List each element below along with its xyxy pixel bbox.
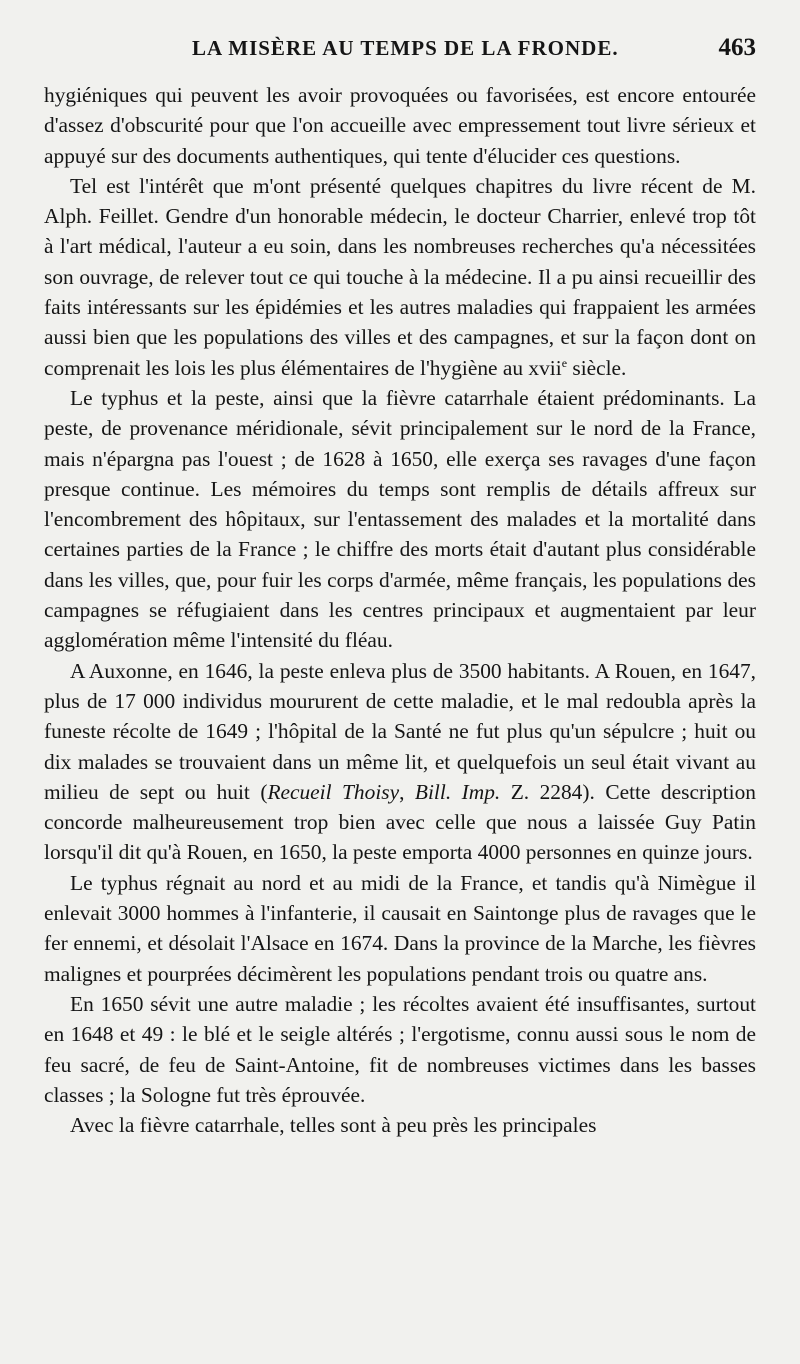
century-numeral: xvii xyxy=(528,355,562,380)
citation-recueil-thoisy: Recueil Thoisy xyxy=(267,779,400,804)
paragraph-auxonne-rouen xyxy=(44,656,756,868)
paragraph-typhus-nord-midi: Le typhus régnait au nord et au midi de la France, et tandis qu'à Nimègue il enlevait 3000 hommes à l'infanterie, il causait en Saintonge plus de ravages que le fer ennemi, et désolait l'Alsace en 1674. Dans la province de la Marche, les fièvres malignes et pourprées décimèrent les populations pendant trois ou quatre ans. xyxy=(44,870,756,986)
paragraph-feillet-text: Tel est l'intérêt que m'ont présenté quelques chapitres du livre récent de M. Alph. Feillet. Gendre d'un honorable médecin, le docteur Charrier, enlevé trop tôt à l'art médical, l'auteur a eu soin, dans les nombreuses recherches qu'a nécessitées son ouvrage, de relever tout ce qui touche à la médecine. Il a pu ainsi recueillir des faits intéressants sur les épidémies et les autres maladies qui frappaient les armées aussi bien que les populations des villes et des campagnes, et sur la façon dont on comprenait les lois les plus élémentaires de l'hygiène au xyxy=(44,173,756,380)
citation-bibl-imp: Bill. Imp. xyxy=(414,779,501,804)
paragraph-ergotisme: En 1650 sévit une autre maladie ; les récoltes avaient été insuffisantes, surtout en 1648 et 49 : le blé et le seigle altérés ; l'ergotisme, connu aussi sous le nom de feu sacré, de feu de Saint-Antoine, fit de nombreuses victimes dans les basses classes ; la Sologne fut très éprouvée. xyxy=(44,991,756,1107)
paragraph-feillet-end: siècle. xyxy=(567,355,627,380)
body-text xyxy=(44,80,756,1140)
paragraph-fievre-catarrhale: Avec la fièvre catarrhale, telles sont à peu près les principales xyxy=(70,1113,597,1138)
page-number: 463 xyxy=(718,34,756,61)
citation-separator: , xyxy=(399,779,415,804)
running-head-title: LA MISÈRE AU TEMPS DE LA FRONDE. xyxy=(192,36,619,60)
paragraph-continuation: hygiéniques qui peuvent les avoir provoquées ou favorisées, est encore entourée d'assez d'obscurité pour que l'on accueille avec empressement tout livre sérieux et appuyé sur des documents authentiques, qui tente d'élucider ces questions. xyxy=(44,83,756,168)
paragraph-feillet-book xyxy=(44,171,756,383)
paragraph-auxonne-text: A Auxonne, en 1646, la peste enleva plus de 3500 habitants. A Rouen, en 1647, plus de 17 000 individus moururent de cette maladie, et le mal redoubla après la funeste récolte de 1649 ; l'hôpital de la Santé ne fut plus qu'un sépulcre ; huit ou dix malades se trouvaient dans un même lit, et quelquefois un seul était vivant au milieu de sept ou huit ( xyxy=(44,658,756,804)
century-superscript: e xyxy=(561,355,568,370)
paragraph-typhus-peste: Le typhus et la peste, ainsi que la fièvre catarrhale étaient prédominants. La peste, de provenance méridionale, sévit principalement sur le nord de la France, mais n'épargna pas l'ouest ; de 1628 à 1650, elle exerça ses ravages d'une façon presque continue. Les mémoires du temps sont remplis de détails affreux sur l'encombrement des hôpitaux, sur l'entassement des malades et la mortalité dans certaines parties de la France ; le chiffre des morts était d'autant plus considérable dans les villes, que, pour fuir les corps d'armée, même français, les populations des campagnes se réfugiaient dans les centres principaux et augmentaient par leur agglomération même l'intensité du fléau. xyxy=(44,385,756,653)
paragraph-auxonne-end: Z. 2284). Cette description concorde malheureusement trop bien avec celle que nous a laissée Guy Patin lorsqu'il dit qu'à Rouen, en 1650, la peste emporta 4000 personnes en quinze jours. xyxy=(44,779,756,865)
running-head xyxy=(44,36,756,76)
